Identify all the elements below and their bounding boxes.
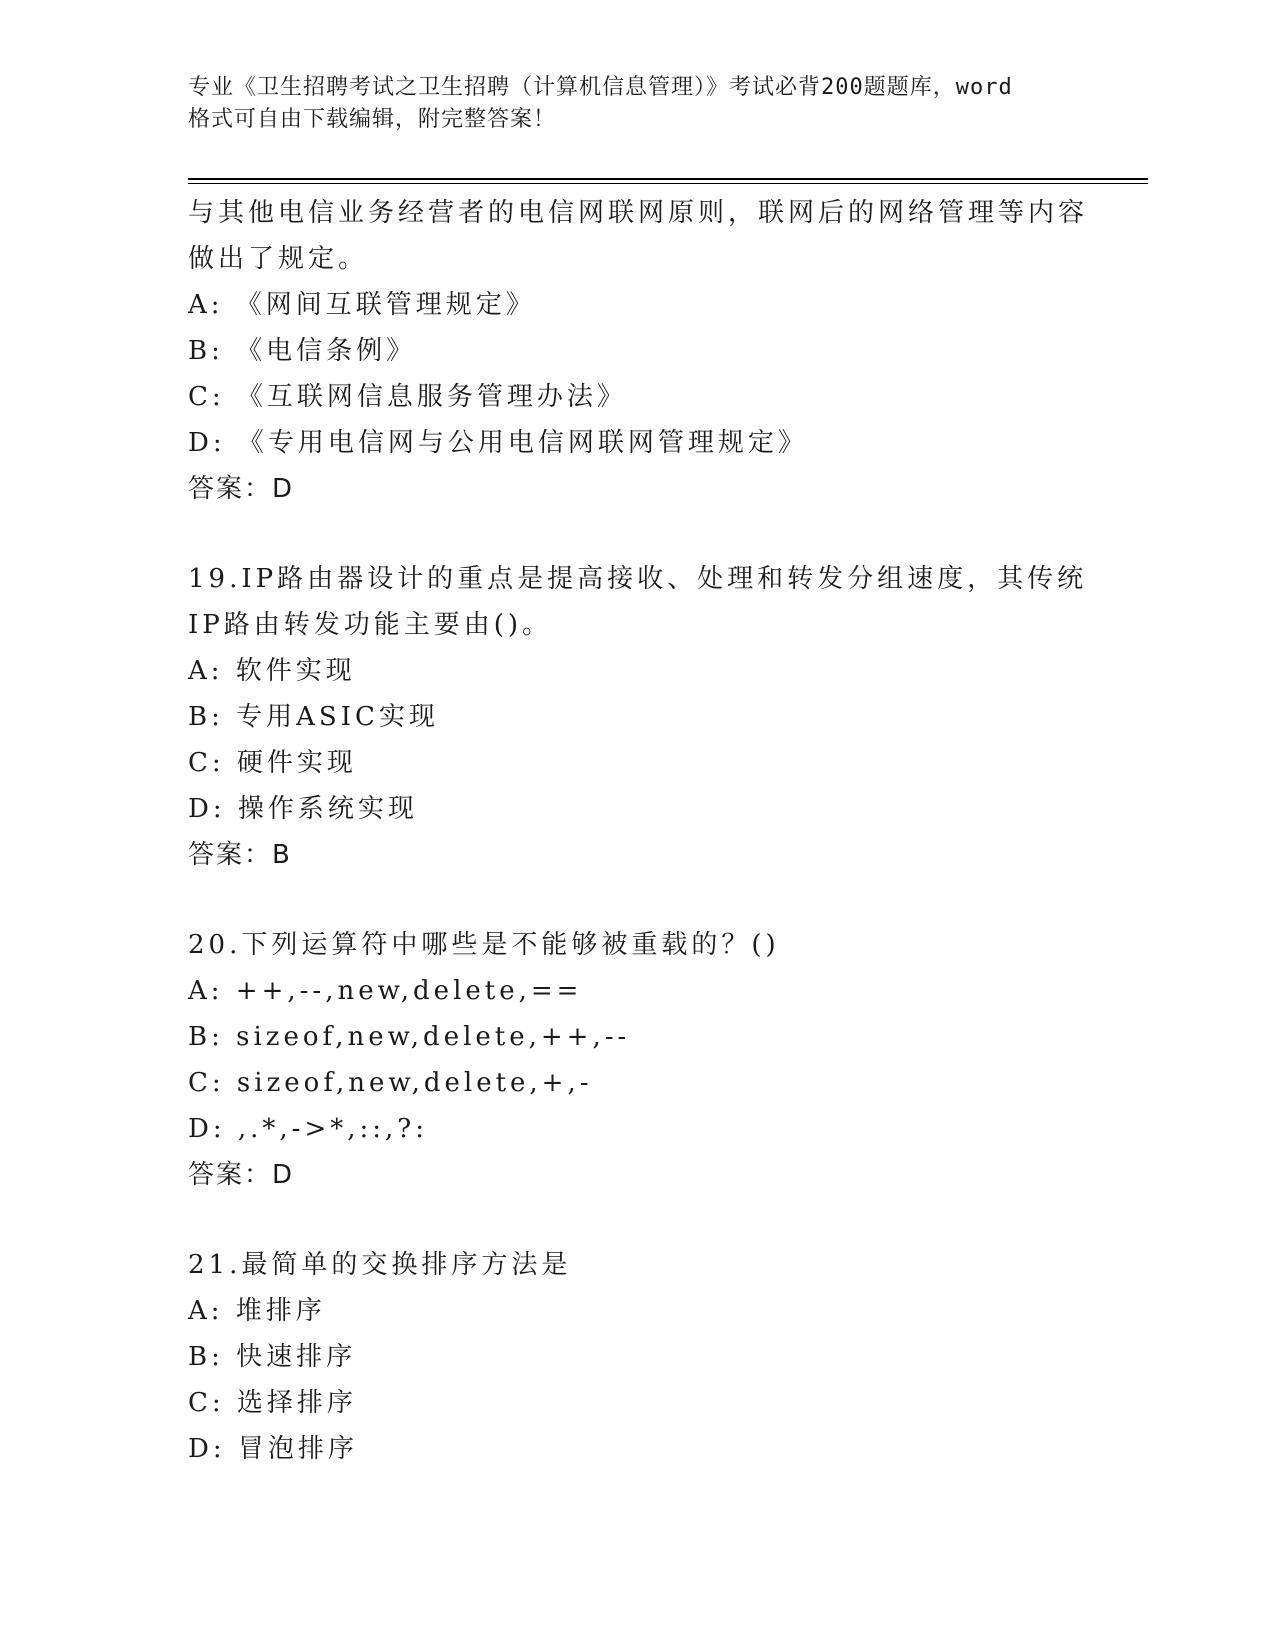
question-list <box>188 190 1088 1472</box>
option-a: A: 堆排序 <box>188 1296 326 1326</box>
header-line-1: 专业《卫生招聘考试之卫生招聘（计算机信息管理）》考试必背200题题库，word <box>188 75 1013 100</box>
option-b: B: 专用ASIC实现 <box>188 702 439 732</box>
option-c: C: 硬件实现 <box>188 748 357 778</box>
question-text: IP路由转发功能主要由()。 <box>188 610 553 640</box>
option-d: D: 操作系统实现 <box>188 794 418 824</box>
question-text: 与其他电信业务经营者的电信网联网原则，联网后的网络管理等内容 <box>188 198 1089 228</box>
question-21 <box>188 1242 1088 1472</box>
question-18 <box>188 190 1088 512</box>
option-c: C: 《互联网信息服务管理办法》 <box>188 382 627 412</box>
option-d: D: 冒泡排序 <box>188 1434 358 1464</box>
question-text: 做出了规定。 <box>188 244 369 274</box>
option-d: D: 《专用电信网与公用电信网联网管理规定》 <box>188 428 808 458</box>
option-b: B: 快速排序 <box>188 1342 357 1372</box>
answer: 答案：B <box>188 840 292 870</box>
question-text: 21.最简单的交换排序方法是 <box>188 1250 572 1280</box>
question-20 <box>188 922 1088 1198</box>
question-19 <box>188 556 1088 878</box>
question-text: 19.IP路由器设计的重点是提高接收、处理和转发分组速度，其传统 <box>188 564 1088 594</box>
option-d: D: ,.*,->*,::,?: <box>188 1114 428 1144</box>
question-text: 20.下列运算符中哪些是不能够被重载的？() <box>188 930 780 960</box>
document-header <box>188 72 1088 136</box>
option-c: C: 选择排序 <box>188 1388 357 1418</box>
option-a: A: 《网间互联管理规定》 <box>188 290 536 320</box>
option-b: B: sizeof,new,delete,++,-- <box>188 1022 631 1052</box>
option-a: A: 软件实现 <box>188 656 356 686</box>
option-c: C: sizeof,new,delete,+,- <box>188 1068 593 1098</box>
header-divider <box>188 178 1148 184</box>
answer: 答案：D <box>188 474 295 504</box>
header-line-2: 格式可自由下载编辑，附完整答案！ <box>188 107 557 132</box>
answer: 答案：D <box>188 1160 295 1190</box>
option-b: B: 《电信条例》 <box>188 336 417 366</box>
option-a: A: ++,--,new,delete,== <box>188 976 583 1006</box>
